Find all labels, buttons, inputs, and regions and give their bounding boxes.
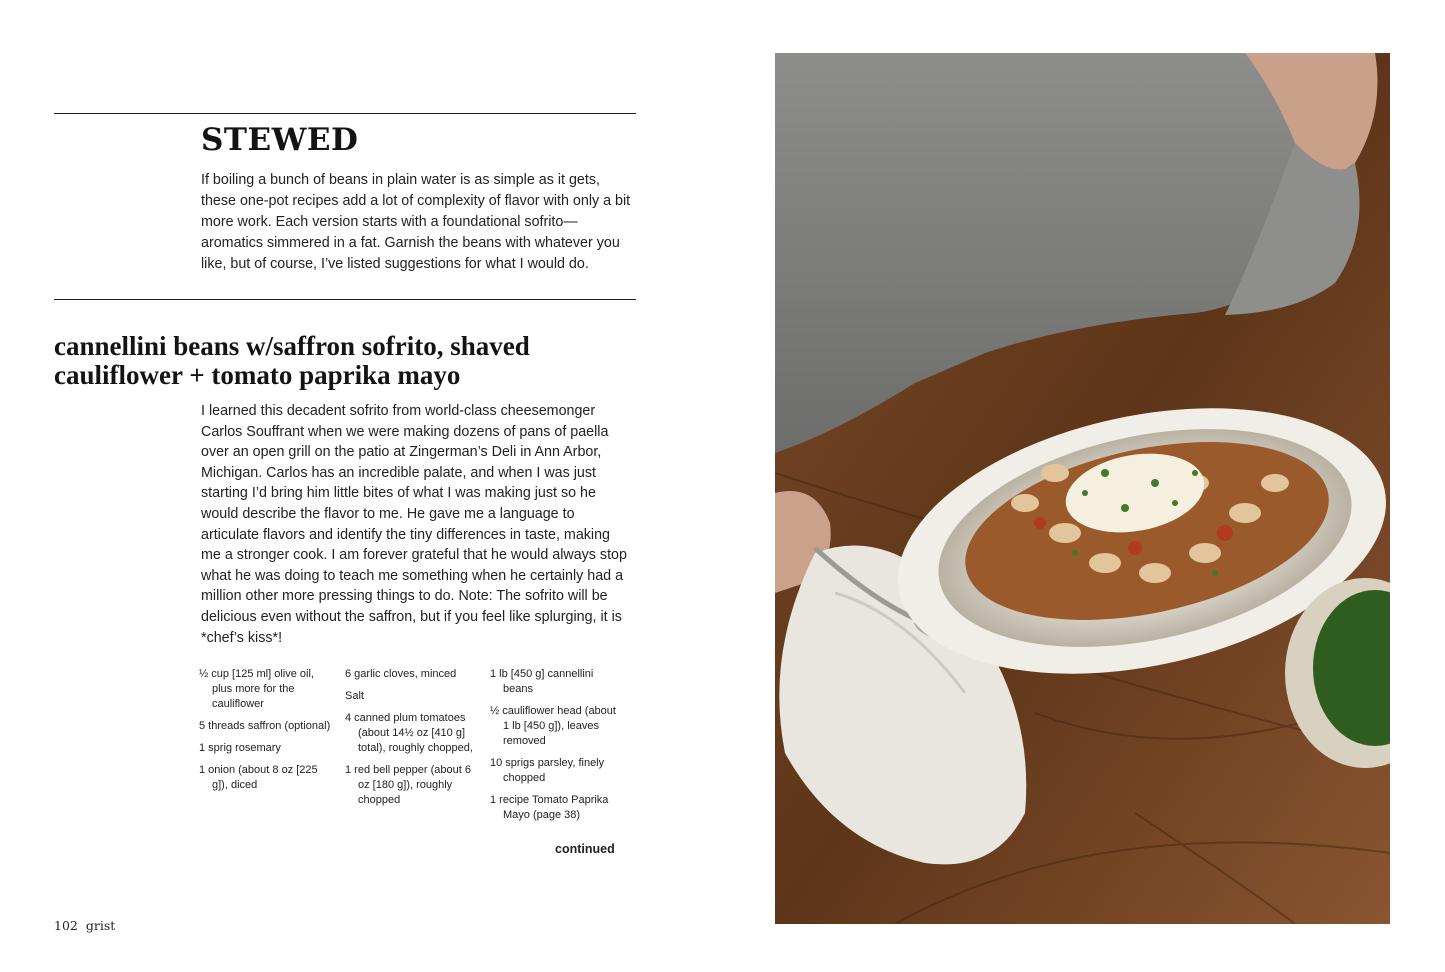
ingredient-item: 1 red bell pepper (about 6 oz [180 g]), roughly chopped (345, 764, 471, 806)
ingredients-column-2 (345, 667, 480, 815)
ingredient-item: 1 sprig rosemary (199, 742, 281, 754)
top-rule (54, 113, 636, 114)
ingredient-item: ½ cauliflower head (about 1 lb [450 g]), leaves removed (490, 705, 616, 747)
ingredient-item: 4 canned plum tomatoes (about 14½ oz [410 g] total), roughly chopped, (345, 712, 473, 754)
section-divider (54, 299, 636, 300)
ingredient-item: 1 lb [450 g] cannellini beans (490, 668, 594, 695)
ingredients-column-1 (199, 667, 331, 800)
ingredient-item: ½ cup [125 ml] olive oil, plus more for the cauliflower (199, 668, 314, 710)
section-intro: If boiling a bunch of beans in plain water is as simple as it gets, these one-pot recipes add a lot of complexity of flavor with only a bit more work. Each version starts with a foundational sofrito—aromatics simmered in a fat. Garnish the beans with whatever you like, but of course, I’ve listed suggestions for what I would do. (201, 172, 631, 272)
recipe-title: cannellini beans w/saffron sofrito, shaved cauliflower + tomato paprika mayo (54, 331, 530, 390)
recipe-headnote: I learned this decadent sofrito from world-class cheesemonger Carlos Souffrant when we were making dozens of pans of paella over an open grill on the patio at Zingerman’s Deli in Ann Arbor, Michigan. Carlos has an incredible palate, and when I was just starting I’d bring him little bites of what I was making just so he would describe the flavor to me. He gave me a language to articulate flavors and identify the tiny differences in taste, making me a stronger cook. I am forever grateful that he would always stop what he was doing to teach me something when he certainly had a million other more pressing things to do. Note: The sofrito will be delicious even without the saffron, but if you feel like splurging, it is *chef’s kiss*! (201, 403, 627, 646)
ingredient-item: 1 onion (about 8 oz [225 g]), diced (199, 764, 318, 791)
ingredient-item: 6 garlic cloves, minced (345, 668, 457, 680)
ingredient-item: Salt (345, 690, 364, 702)
bowl-of-stewed-beans-photo (775, 53, 1390, 924)
ingredients-column-3 (490, 667, 622, 830)
page-footer (54, 918, 115, 933)
section-title: STEWED (201, 122, 359, 158)
page-number: 102 (54, 918, 78, 933)
ingredient-item: 1 recipe Tomato Paprika Mayo (page 38) (490, 794, 609, 821)
book-title: grist (85, 918, 116, 933)
continued-label: continued (555, 842, 615, 856)
ingredient-item: 10 sprigs parsley, finely chopped (490, 757, 605, 784)
ingredient-item: 5 threads saffron (optional) (199, 720, 331, 732)
